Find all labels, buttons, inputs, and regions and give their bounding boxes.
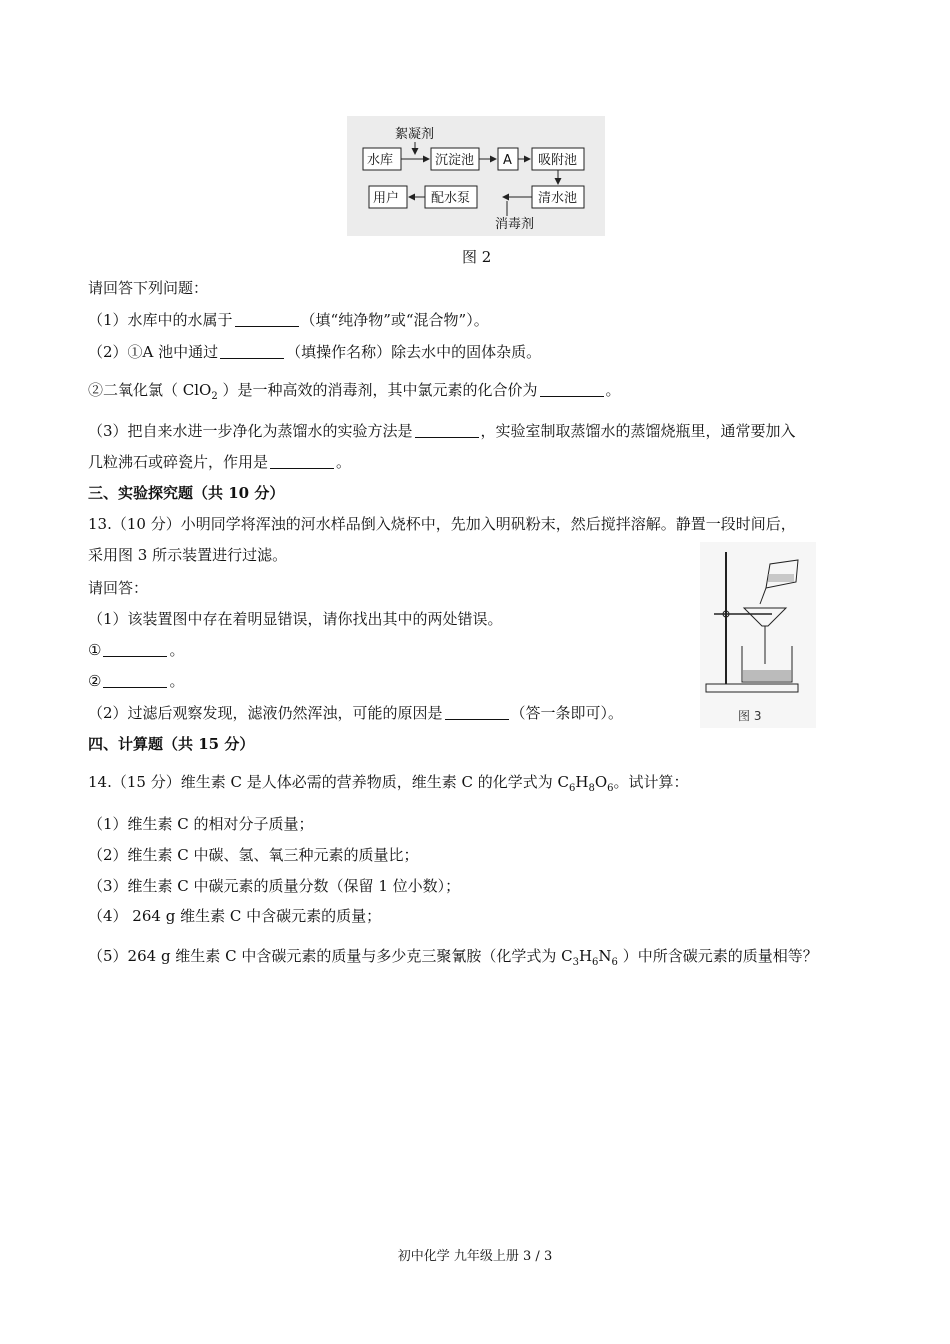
section-3-title: 三、实验探究题（共 10 分）: [88, 484, 285, 502]
q14-part3: （3）维生素 C 中碳元素的质量分数（保留 1 位小数）；: [88, 877, 461, 895]
coagulant-label: 絮凝剂: [395, 127, 435, 142]
q13-part1: （1）该装置图中存在着明显错误，请你找出其中的两处错误。: [88, 610, 503, 628]
q12-part3: （3）把自来水进一步净化为蒸馏水的实验方法是 ，实验室制取蒸馏水的蒸馏烧瓶里，通常要加入: [88, 422, 796, 440]
answer-blank[interactable]: [103, 642, 167, 657]
q13-part2: （2）过滤后观察发现，滤液仍然浑浊，可能的原因是 （答一条即可）。: [88, 704, 624, 722]
figure-2-flowchart: [347, 116, 605, 236]
figure-3-filtration-apparatus: [700, 542, 816, 728]
answer-blank[interactable]: [415, 423, 479, 438]
pump-box: 配水泵: [431, 191, 471, 206]
q13-prompt: 请回答：: [88, 579, 149, 597]
figure-2-caption: 图 2: [462, 248, 492, 266]
q13-error-1: ① 。: [88, 641, 185, 659]
q12-part2: （2）①A 池中通过 （填操作名称）除去水中的固体杂质。: [88, 343, 542, 361]
page-footer: 初中化学 九年级上册 3 / 3: [397, 1249, 553, 1264]
sedimentation-box: 沉淀池: [435, 153, 475, 168]
q14-part5: （5）264 g 维生素 C 中含碳元素的质量与多少克三聚氰胺（化学式为 $C_3H_6N_6$ ）中所含碳元素的质量相等？: [88, 947, 818, 968]
answer-blank[interactable]: [445, 705, 509, 720]
q13-error-2: ② 。: [88, 672, 185, 690]
q14-part1: （1）维生素 C 的相对分子质量；: [88, 815, 314, 833]
section-4-title: 四、计算题（共 15 分）: [88, 735, 255, 753]
adsorption-box: 吸附池: [538, 153, 578, 168]
answer-blank[interactable]: [540, 382, 604, 397]
q12-part1: （1）水库中的水属于 （填“纯净物”或“混合物”）。: [88, 311, 489, 329]
q12-part3-cont: 几粒沸石或碎瓷片，作用是 。: [88, 453, 352, 471]
figure-3-caption: 图 3: [738, 709, 762, 723]
answer-blank[interactable]: [235, 312, 299, 327]
q14-part4: （4） 264 g 维生素 C 中含碳元素的质量；: [88, 907, 382, 925]
clear-pool-box: 清水池: [538, 191, 578, 206]
q12-part2-chlorine: ②二氧化氯（ ClO$_2$ ）是一种高效的消毒剂，其中氯元素的化合价为 。: [88, 381, 621, 402]
q13-stem-1: 13.（10 分）小明同学将浑浊的河水样品倒入烧杯中，先加入明矾粉末，然后搅拌溶解。静置一段时间后，: [88, 515, 796, 533]
q13-stem-2: 采用图 3 所示装置进行过滤。: [88, 546, 288, 564]
answer-blank[interactable]: [270, 454, 334, 469]
user-box: 用户: [373, 191, 400, 206]
answer-blank[interactable]: [220, 344, 284, 359]
q12-prompt: 请回答下列问题：: [88, 279, 209, 297]
reservoir-box: 水库: [367, 153, 394, 168]
q14-part2: （2）维生素 C 中碳、氢、氧三种元素的质量比；: [88, 846, 419, 864]
disinfectant-label: 消毒剂: [495, 217, 535, 232]
answer-blank[interactable]: [103, 673, 167, 688]
pool-a-box: A: [503, 153, 512, 168]
q14-stem: 14.（15 分）维生素 C 是人体必需的营养物质，维生素 C 的化学式为 $C_6H_8O_6$。试计算：: [88, 773, 689, 794]
